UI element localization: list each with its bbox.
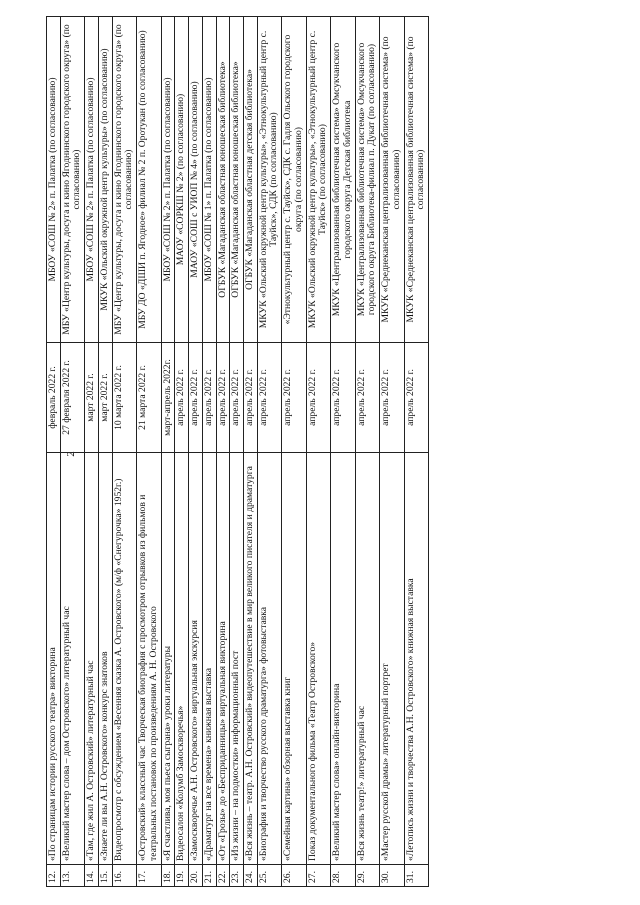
event-date: март 2022 г. [98,343,112,453]
row-number: 16. [112,865,136,887]
event-title: «Островский» классный час Творческая биография с просмотром отрывков из фильмов и театральных постановок по произведениям А. Н. Островского [137,453,161,865]
event-title: «Великий мастер слова» онлайн-викторина [331,453,355,865]
event-organizer: «Этнокультурный центр с. Тауйск», СДК с. Гадля Ольского городского округа (по согласованию) [282,17,306,343]
event-organizer: МКУК «Централизованная библиотечная система» Омсукчанского городского округа Детская библиотека [331,17,355,343]
table-row [60,17,84,887]
event-date: апрель 2022 г. [216,343,230,453]
event-date: 21 марта 2022 г. [137,343,161,453]
event-date: апрель 2022 г. [244,343,258,453]
event-date: апрель 2022 г. [230,343,244,453]
event-title: «Замоскворечье А.Н. Островского» виртуальная экскурсия [189,453,203,865]
event-date: апрель 2022 г. [257,343,281,453]
event-organizer: МКУК «Ольский окружной центр культуры», «Этнокультурный центр с. Тауйск», СДК (по согласованию) [257,17,281,343]
row-number: 22. [216,865,230,887]
event-title: Показ документального фильма «Театр Островского» [306,453,330,865]
event-organizer: МБОУ «СОШ № 2» п. Палатка (по согласованию) [47,17,61,343]
event-date: апрель 2022 г. [380,343,404,453]
table-row [137,17,161,887]
table-row [282,17,306,887]
table-row [244,17,258,887]
row-number: 20. [189,865,203,887]
event-organizer: МБОУ «СОШ № 1» п. Палатка (по согласованию) [202,17,216,343]
event-organizer: ОГБУК «Магаданская областная детская библиотека» [244,17,258,343]
row-number: 31. [404,865,428,887]
event-title: Видеопросмотр с обсуждением «Весенняя сказка А. Островского» (м/ф «Снегурочка» 1952г.) [112,453,136,865]
event-organizer: МБУ «Центр культуры, досуга и кино Ягоднинского городского округа» (по согласованию) [60,17,84,343]
event-title: «Вся жизнь – театр. А.Н. Островский» видеопутешествие в мир великого писателя и драматурга [244,453,258,865]
table-row [306,17,330,887]
row-number: 21. [202,865,216,887]
table-row [161,17,175,887]
row-number: 12. [47,865,61,887]
event-date: март 2022 г. [85,343,99,453]
table-row [380,17,404,887]
event-title: «По страницам истории русского театра» викторина [47,453,61,865]
event-organizer: МБОУ «СОШ № 2» п. Палатка (по согласованию) [161,17,175,343]
row-number: 23. [230,865,244,887]
row-number: 14. [85,865,99,887]
row-number: 15. [98,865,112,887]
row-number: 25. [257,865,281,887]
row-number: 27. [306,865,330,887]
table-row [85,17,99,887]
event-date: 27 февраля 2022 г. [60,343,84,453]
event-organizer: МБУ ДО «ДШИ п. Ягодное» филиал № 2 п. Оротукан (по согласованию) [137,17,161,343]
event-title: «Великий мастер слова – дом Островского» литературный час [60,453,84,865]
event-title: «Биография и творчество русского драматурга» фотовыставка [257,453,281,865]
table-row [355,17,379,887]
event-organizer: МКУК «Ольский окружной центр культуры» (по согласованию) [98,17,112,343]
row-number: 19. [175,865,189,887]
event-organizer: МКУК «Ольский окружной центр культуры», «Этнокультурный центр с. Тауйск» (по согласованию) [306,17,330,343]
event-date: апрель 2022 г. [202,343,216,453]
event-date: апрель 2022 г. [306,343,330,453]
row-number: 18. [161,865,175,887]
event-title: «Я счастлива, моя пьеса сыграна» уроки литературы [161,453,175,865]
table-row [331,17,355,887]
table-row [216,17,230,887]
event-organizer: ОГБУК «Магаданская областная юношеская библиотека» [216,17,230,343]
event-date: апрель 2022 г. [404,343,428,453]
event-organizer: МАОУ «СОРКШ № 2» (по согласованию) [175,17,189,343]
event-date: апрель 2022 г. [331,343,355,453]
table-row [175,17,189,887]
events-table [46,16,429,887]
event-title: «От «Грозы» до «Бесприданницы» виртуальная викторина [216,453,230,865]
event-title: «Из жизни – на подмостки» информационный пост [230,453,244,865]
event-date: 10 марта 2022 г. [112,343,136,453]
event-title: «Летопись жизни и творчества А.Н. Островского» книжная выставка [404,453,428,865]
event-title: «Вся жизнь театр!» литературный час [355,453,379,865]
table-row [112,17,136,887]
event-date: апрель 2022 г. [175,343,189,453]
event-title: «Там, где жил А. Островский» литературный час [85,453,99,865]
table-row [98,17,112,887]
table-row [404,17,428,887]
events-sheet [46,17,594,887]
event-organizer: МКУК «Среднеканская централизованная библиотечная система» (по согласованию) [380,17,404,343]
event-date: апрель 2022 г. [189,343,203,453]
table-row [47,17,61,887]
event-title: «Мастер русской драмы» литературный портрет [380,453,404,865]
table-row [257,17,281,887]
event-title: «Семейная картина» обзорная выставка книг [282,453,306,865]
event-organizer: МКУК «Централизованная библиотечная система» Омсукчанского городского округа Библиотека-филиал п. Дукат (по согласованию) [355,17,379,343]
table-row [230,17,244,887]
event-organizer: ОГБУК «Магаданская областная юношеская библиотека» [230,17,244,343]
event-date: апрель 2022 г. [282,343,306,453]
page-number: 2 [65,451,77,457]
event-organizer: МАОУ «СОШ с УИОП № 4» (по согласованию) [189,17,203,343]
event-organizer: МКУК «Среднеканская централизованная библиотечная система» (по согласованию) [404,17,428,343]
event-title: «Драматург на все времена» книжная выставка [202,453,216,865]
row-number: 28. [331,865,355,887]
table-row [202,17,216,887]
row-number: 13. [60,865,84,887]
event-title: «Знаете ли вы А.Н. Островского» конкурс знатоков [98,453,112,865]
row-number: 29. [355,865,379,887]
row-number: 30. [380,865,404,887]
row-number: 24. [244,865,258,887]
table-row [189,17,203,887]
event-organizer: МБУ «Центр культуры, досуга и кино Ягоднинского городского округа» (по согласованию) [112,17,136,343]
event-date: апрель 2022 г. [355,343,379,453]
event-title: Видеосалон «Колумб Замоскворечья» [175,453,189,865]
row-number: 26. [282,865,306,887]
event-organizer: МБОУ «СОШ № 2» п. Палатка (по согласованию) [85,17,99,343]
event-date: март-апрель 2022г. [161,343,175,453]
event-date: февраль 2022 г. [47,343,61,453]
row-number: 17. [137,865,161,887]
